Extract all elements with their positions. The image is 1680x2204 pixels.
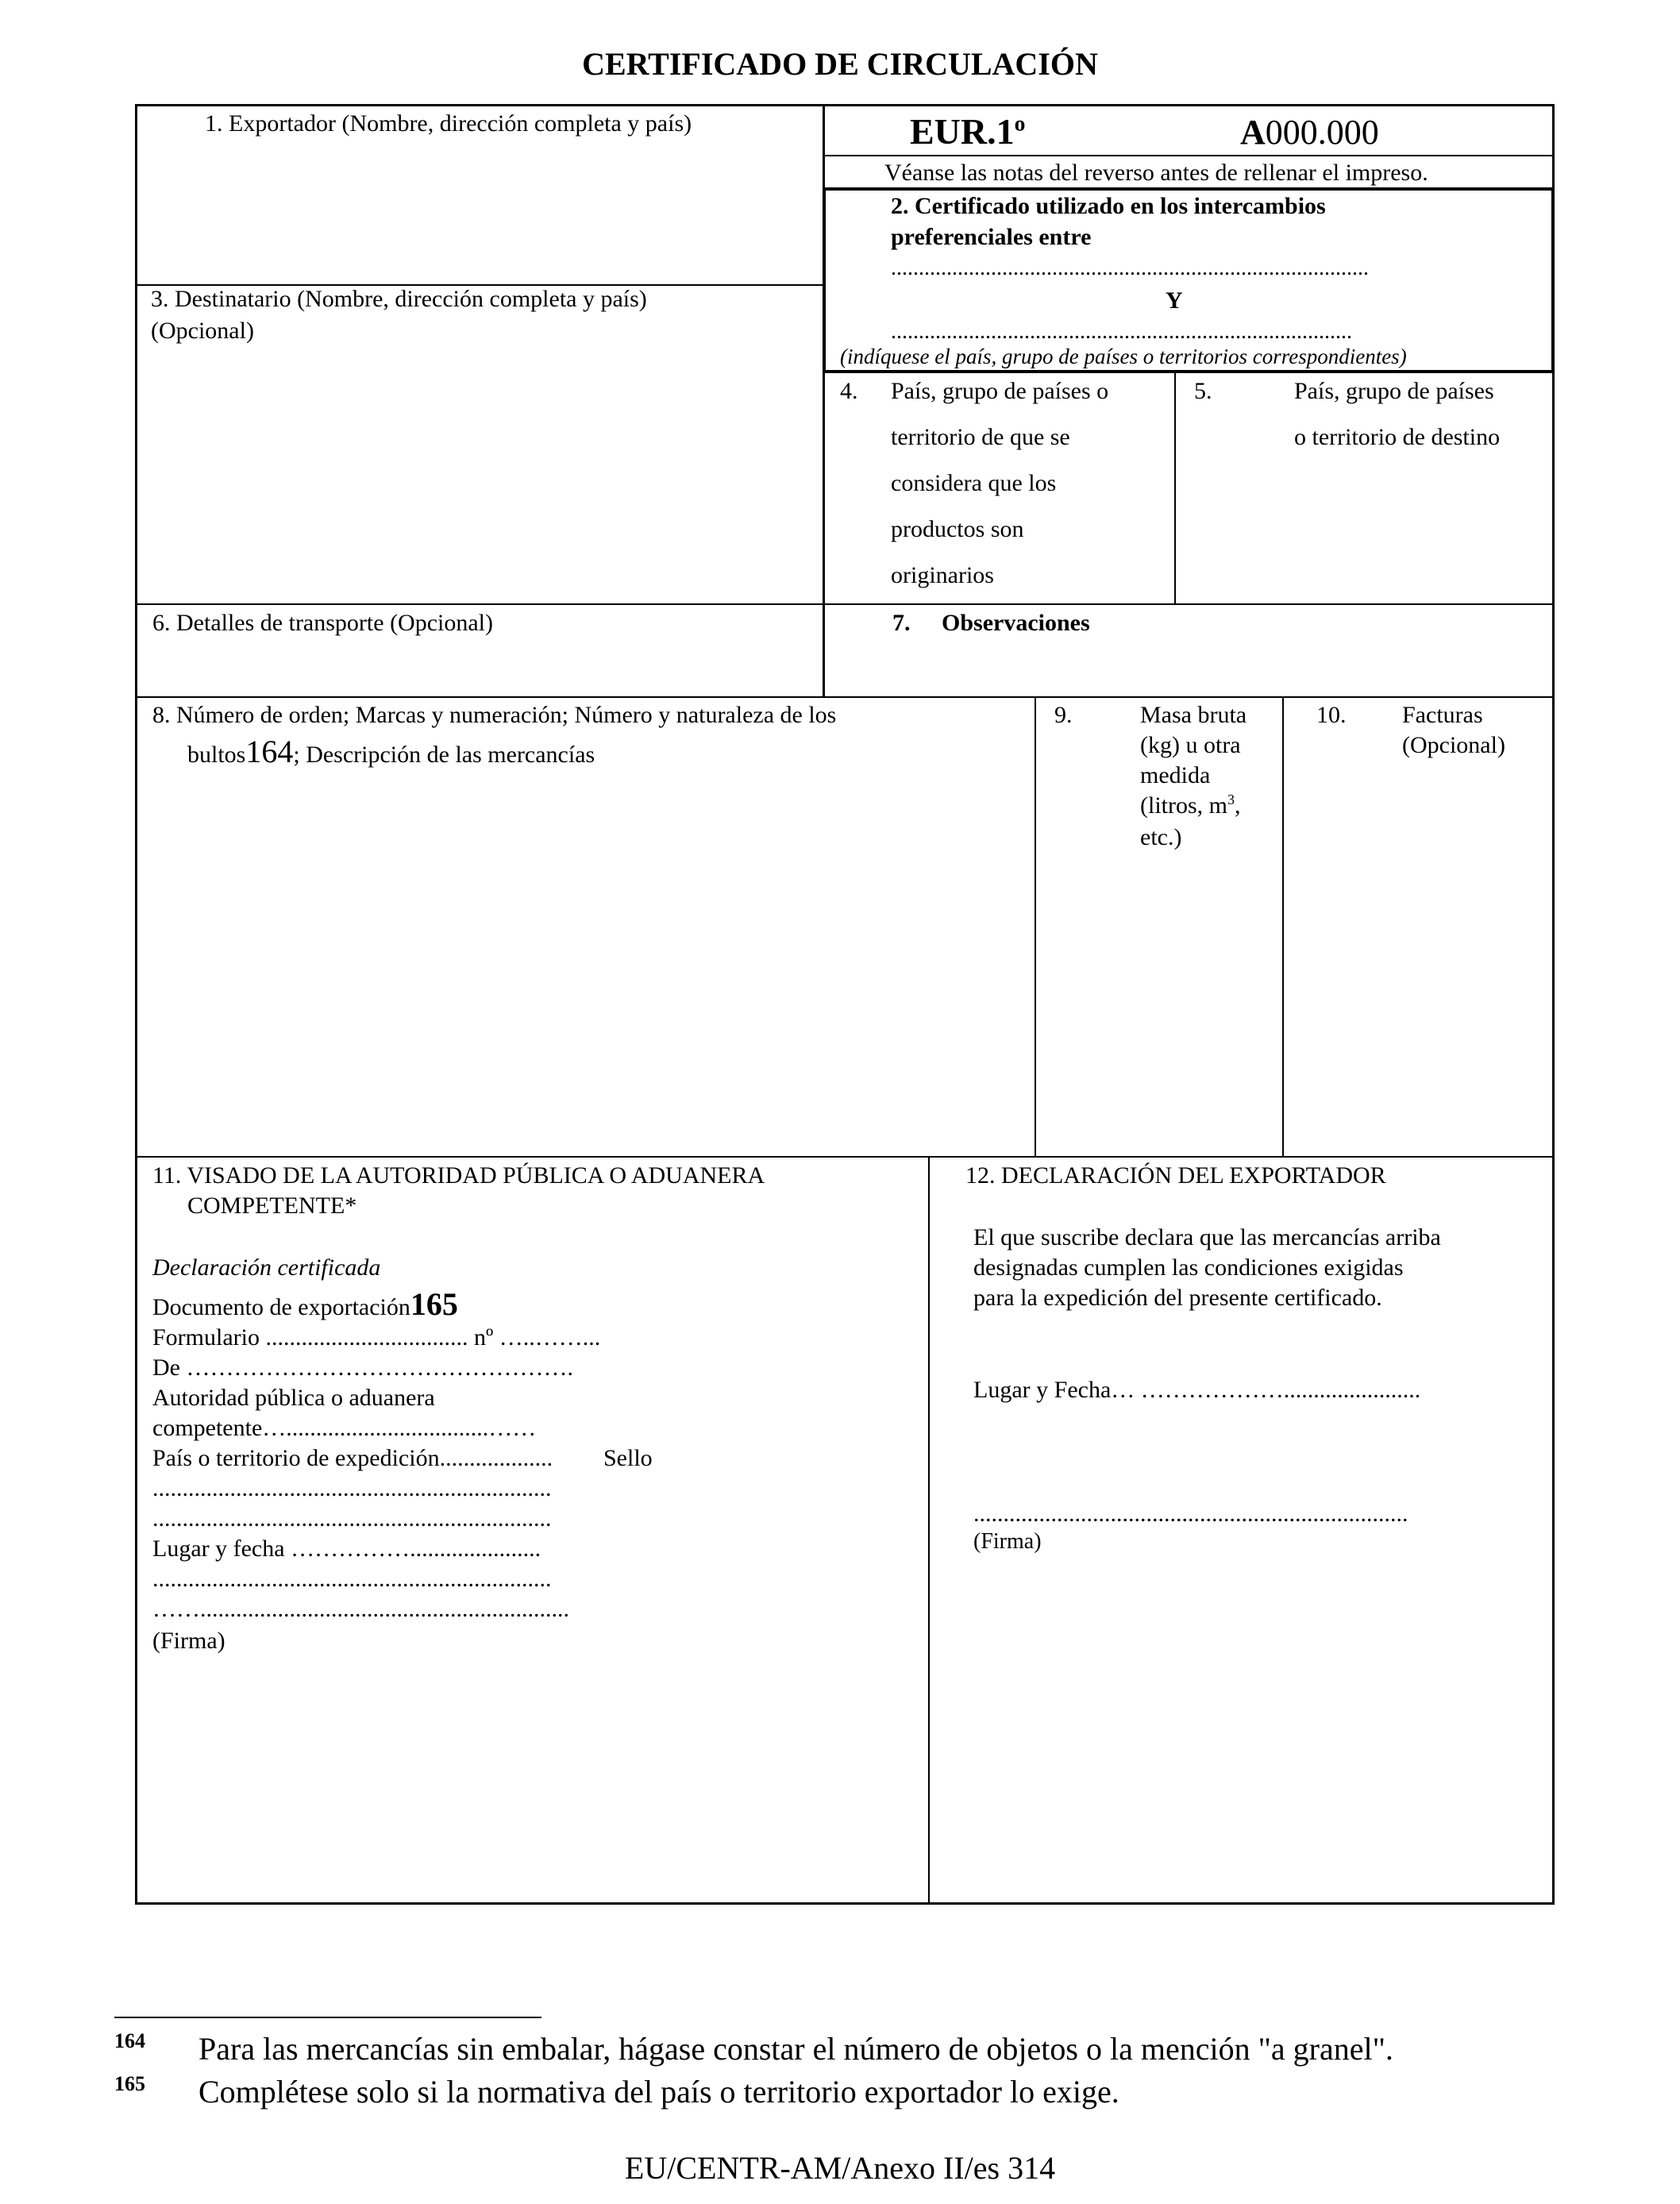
- box-2-and: Y: [1166, 287, 1183, 314]
- box-11-dots: ...................................................................: [152, 1475, 552, 1501]
- box-2-dots-1: ......................................................................................: [891, 256, 1369, 280]
- box-11-certified-declaration: Declaración certificada: [152, 1254, 381, 1281]
- eur1-code: EUR.1$^o$: [910, 110, 1026, 152]
- box-5-number: 5.: [1194, 378, 1212, 404]
- box-7-remarks-label: Observaciones: [942, 610, 1090, 636]
- box-1-exporter-label: 1. Exportador (Nombre, dirección completa y país): [205, 110, 692, 137]
- box-9-line: (litros, $m^3$,: [1140, 792, 1241, 819]
- footnote-number: 164: [114, 2029, 145, 2052]
- box-12-text-line: El que suscribe declara que las mercancías arriba: [973, 1224, 1441, 1250]
- box-2-hint: (indíquese el país, grupo de países o territorios correspondientes): [840, 345, 1407, 368]
- box-5-line: o territorio de destino: [1294, 424, 1501, 450]
- footnote-text: Complétese solo si la normativa del país o territorio exportador lo exige.: [198, 2074, 1119, 2110]
- box-11-export-document: Documento de exportación165: [152, 1286, 458, 1322]
- box-2-label-line1: 2. Certificado utilizado en los intercambios: [891, 193, 1326, 219]
- footnote-number: 165: [114, 2072, 145, 2095]
- box-8-label-line2: bultos164; Descripción de las mercancías: [187, 734, 595, 769]
- box-3-optional: (Opcional): [151, 318, 254, 344]
- box-11-authority-line2: competente…..................................……: [152, 1415, 537, 1441]
- box-11-dots: ...................................................................: [152, 1505, 552, 1532]
- box-11-authority-line1: Autoridad pública o aduanera: [152, 1385, 435, 1411]
- box-9-line: (kg) u otra: [1140, 732, 1241, 758]
- box-5-line: País, grupo de países: [1294, 378, 1494, 404]
- box-10-line: (Opcional): [1402, 732, 1505, 758]
- box-11-stamp-label: Sello: [603, 1445, 653, 1471]
- footnote-ref-164: 164: [245, 734, 294, 769]
- box-11-country-line: País o territorio de expedición...................: [152, 1445, 553, 1471]
- serial-number: A000.000: [1240, 113, 1379, 152]
- footnote-text: Para las mercancías sin embalar, hágase constar el número de objetos o la mención "a granel".: [198, 2031, 1393, 2067]
- box-8-label-line1: 8. Número de orden; Marcas y numeración; Número y naturaleza de los: [152, 702, 837, 728]
- box-4-line: productos son: [891, 516, 1024, 542]
- box-4-line: originarios: [891, 562, 994, 588]
- footnote-separator: [114, 2017, 541, 2018]
- page-footer: EU/CENTR-AM/Anexo II/es 314: [624, 2150, 1056, 2186]
- box-12-text-line: para la expedición del presente certificado.: [973, 1285, 1382, 1311]
- footnote-ref-165: 165: [410, 1286, 458, 1322]
- box-11-signature-label: (Firma): [152, 1628, 225, 1654]
- box-12-place-date: Lugar y Fecha… ……………….......................: [973, 1377, 1421, 1403]
- box-4-line: País, grupo de países o: [891, 378, 1109, 404]
- box-4-number: 4.: [840, 378, 858, 404]
- notes-line: Véanse las notas del reverso antes de rellenar el impreso.: [884, 160, 1428, 186]
- box-12-signature-label: (Firma): [973, 1529, 1042, 1554]
- box-10-number: 10.: [1316, 702, 1347, 728]
- box-9-line: Masa bruta: [1140, 702, 1247, 728]
- box-4-line: territorio de que se: [891, 424, 1070, 450]
- box-11-heading-line1: 11. VISADO DE LA AUTORIDAD PÚBLICA O ADUANERA: [152, 1162, 765, 1189]
- box-12-heading: 12. DECLARACIÓN DEL EXPORTADOR: [965, 1162, 1386, 1189]
- box-11-dots: ……..............................................................: [152, 1596, 569, 1622]
- box-4-line: considera que los: [891, 470, 1057, 496]
- box-12-text-line: designadas cumplen las condiciones exigidas: [973, 1254, 1404, 1281]
- box-11-place-date: Lugar y fecha ……………......................: [152, 1535, 541, 1562]
- box-10-line: Facturas: [1402, 702, 1483, 728]
- box-2-dots-2: ...................................................................................: [891, 319, 1352, 344]
- box-12-signature-dots: .........................................................................: [973, 1501, 1408, 1527]
- box-11-dots: ...................................................................: [152, 1566, 552, 1592]
- box-11-heading-line2: COMPETENTE*: [187, 1193, 357, 1219]
- box-9-line: etc.): [1140, 824, 1182, 850]
- box-9-number: 9.: [1054, 702, 1073, 728]
- page-title: CERTIFICADO DE CIRCULACIÓN: [582, 46, 1098, 82]
- box-11-from-line: De ………………………………………….: [152, 1354, 573, 1381]
- box-9-line: medida: [1140, 762, 1211, 788]
- box-3-consignee-label: 3. Destinatario (Nombre, dirección completa y país): [151, 286, 647, 312]
- box-11-form-line: Formulario .................................. nº …..……...: [152, 1324, 601, 1351]
- box-2-label-line2: preferenciales entre: [891, 224, 1092, 250]
- box-7-number: 7.: [892, 610, 911, 636]
- box-6-transport-label: 6. Detalles de transporte (Opcional): [152, 610, 494, 636]
